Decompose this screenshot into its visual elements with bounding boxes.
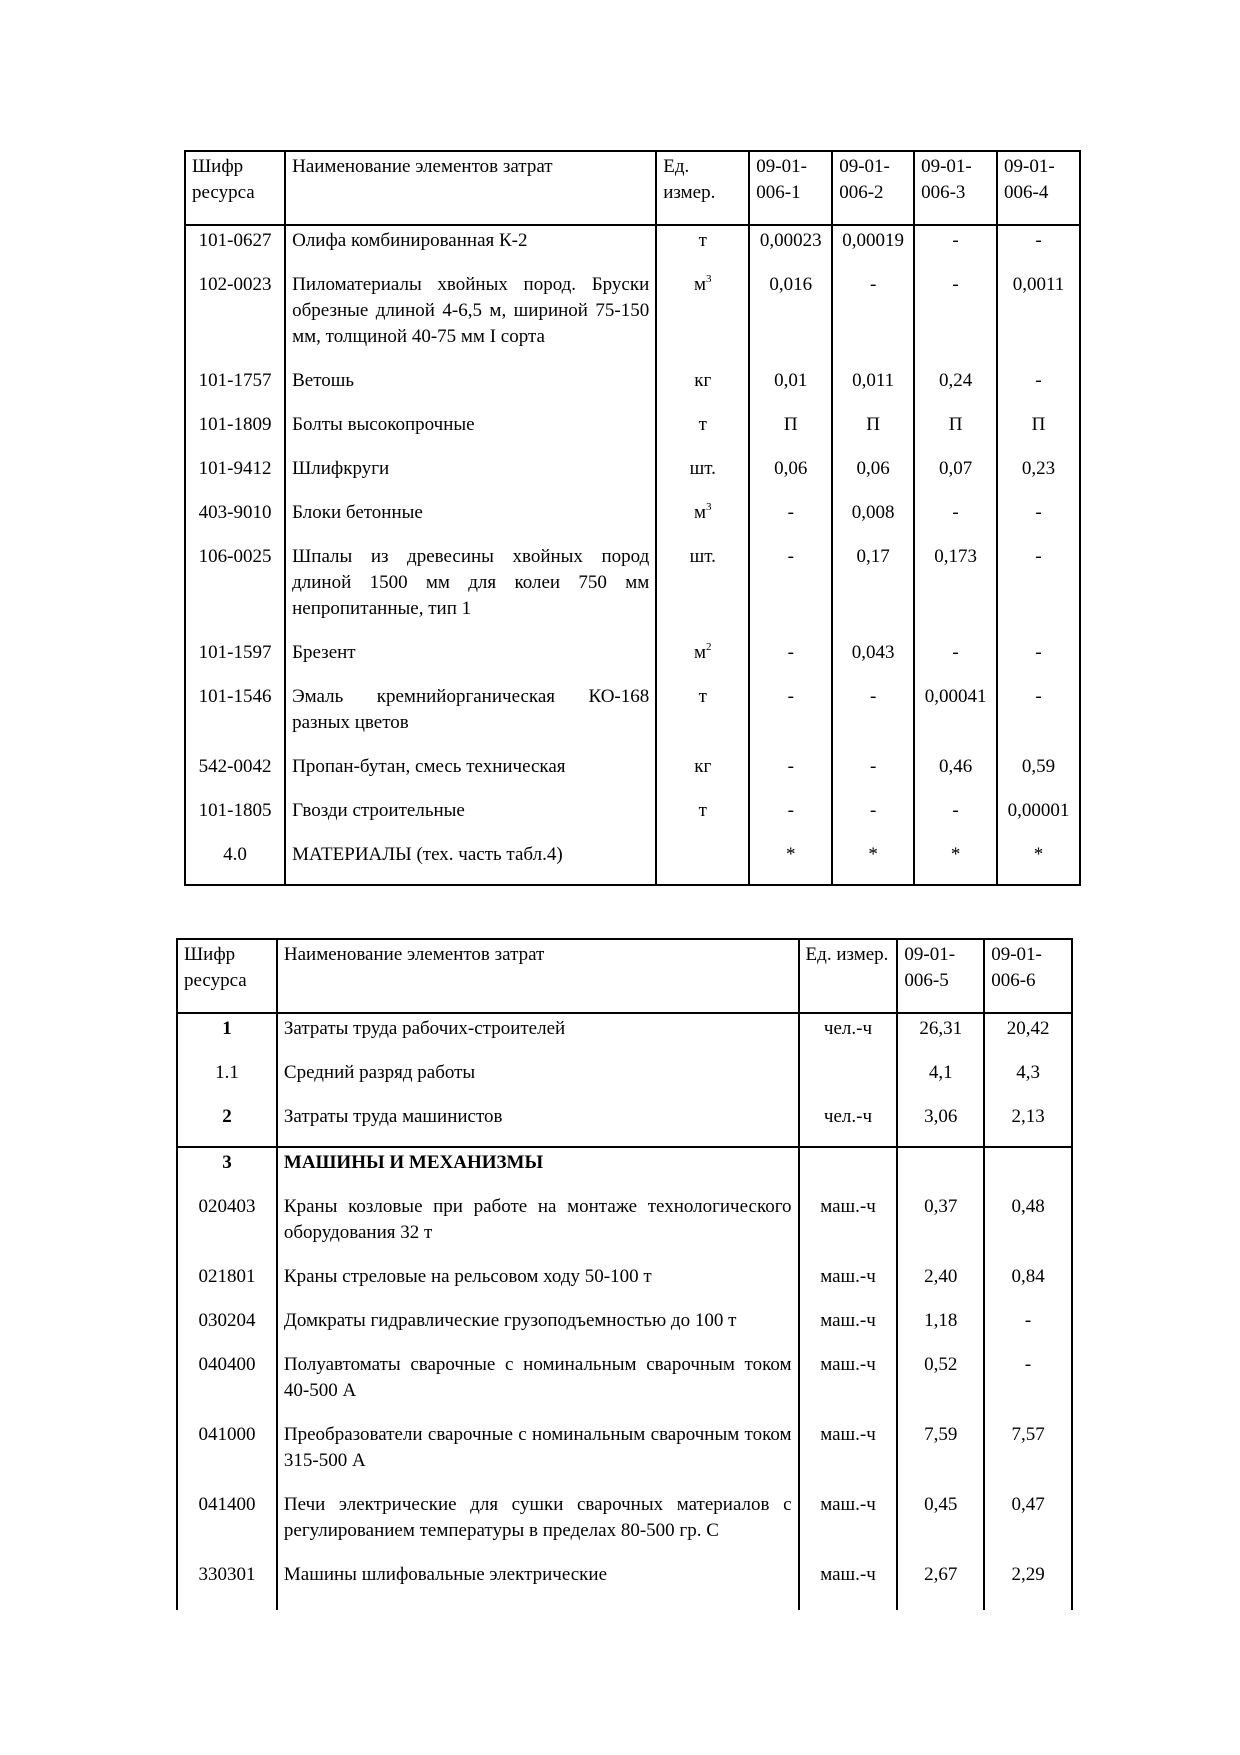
unit-exponent: 3	[706, 501, 712, 513]
value-col-2: 0,17	[832, 542, 914, 638]
value-col-3: 0,46	[914, 752, 997, 796]
resource-code: 041000	[177, 1420, 277, 1490]
resource-name: Затраты труда рабочих-строителей	[277, 1013, 799, 1058]
value-col-1: -	[749, 638, 832, 682]
value-col-1: *	[749, 840, 832, 885]
value-col-6: 2,13	[984, 1102, 1072, 1147]
value-col-4: 0,23	[997, 454, 1080, 498]
value-col-4: -	[997, 498, 1080, 542]
value-col-5: 2,67	[897, 1560, 984, 1610]
value-col-4: 0,0011	[997, 270, 1080, 366]
resource-code: 102-0023	[185, 270, 285, 366]
unit-text: м	[694, 502, 707, 523]
table-row	[185, 796, 1080, 840]
unit-text: м	[694, 274, 707, 295]
unit	[656, 454, 749, 498]
resource-name: Болты высокопрочные	[285, 410, 656, 454]
value-col-6: 0,47	[984, 1490, 1072, 1560]
table-row	[177, 1420, 1072, 1490]
resource-code: 4.0	[185, 840, 285, 885]
value-col-2: П	[832, 410, 914, 454]
header-name: Наименование элементов затрат	[285, 151, 656, 225]
unit: маш.-ч	[799, 1262, 898, 1306]
table-row	[185, 498, 1080, 542]
table-row	[177, 1058, 1072, 1102]
value-col-1: -	[749, 796, 832, 840]
resource-code: 041400	[177, 1490, 277, 1560]
value-col-2: -	[832, 752, 914, 796]
value-col-4: П	[997, 410, 1080, 454]
unit	[656, 542, 749, 638]
header-col-6: 09-01-006-6	[984, 939, 1072, 1013]
value-col-4: -	[997, 638, 1080, 682]
unit-text: шт.	[689, 546, 716, 567]
table-row	[185, 410, 1080, 454]
header-col-5: 09-01-006-5	[897, 939, 984, 1013]
table-row	[177, 1262, 1072, 1306]
unit	[656, 752, 749, 796]
value-col-5: 0,45	[897, 1490, 984, 1560]
table-row	[177, 1192, 1072, 1262]
resource-name: Домкраты гидравлические грузоподъемностью до 100 т	[277, 1306, 799, 1350]
value-col-2: -	[832, 270, 914, 366]
table-row	[185, 638, 1080, 682]
resource-name: Шлифкруги	[285, 454, 656, 498]
unit	[656, 638, 749, 682]
value-col-6: 7,57	[984, 1420, 1072, 1490]
resource-code: 021801	[177, 1262, 277, 1306]
value-col-3: П	[914, 410, 997, 454]
value-col-6: 2,29	[984, 1560, 1072, 1610]
value-col-6: -	[984, 1350, 1072, 1420]
unit: маш.-ч	[799, 1306, 898, 1350]
value-col-3: 0,24	[914, 366, 997, 410]
resource-code: 020403	[177, 1192, 277, 1262]
resource-code: 040400	[177, 1350, 277, 1420]
unit-exponent: 2	[706, 641, 712, 653]
value-col-1: 0,00023	[749, 225, 832, 270]
resource-name: Блоки бетонные	[285, 498, 656, 542]
unit-text: т	[698, 230, 707, 251]
value-col-4: -	[997, 542, 1080, 638]
header-col-2: 09-01-006-2	[832, 151, 914, 225]
table-row	[185, 752, 1080, 796]
resource-name: Полуавтоматы сварочные с номинальным сварочным током 40-500 А	[277, 1350, 799, 1420]
value-col-4: 0,00001	[997, 796, 1080, 840]
unit-text: т	[698, 414, 707, 435]
unit: маш.-ч	[799, 1350, 898, 1420]
resource-code: 101-1805	[185, 796, 285, 840]
value-col-2: *	[832, 840, 914, 885]
resource-name: Печи электрические для сушки сварочных материалов с регулированием температуры в пределах 80-500 гр. С	[277, 1490, 799, 1560]
resource-code: 542-0042	[185, 752, 285, 796]
value-col-1: П	[749, 410, 832, 454]
materials-table	[184, 150, 1081, 886]
unit-text: кг	[694, 756, 712, 777]
resource-name: МАШИНЫ И МЕХАНИЗМЫ	[277, 1147, 799, 1192]
value-col-2: 0,008	[832, 498, 914, 542]
table-row	[177, 1490, 1072, 1560]
unit	[799, 1147, 898, 1192]
resource-code: 101-1757	[185, 366, 285, 410]
header-col-4: 09-01-006-4	[997, 151, 1080, 225]
resource-name: Машины шлифовальные электрические	[277, 1560, 799, 1610]
table-row	[185, 366, 1080, 410]
resource-code: 101-1546	[185, 682, 285, 752]
value-col-4: *	[997, 840, 1080, 885]
table-row	[177, 1350, 1072, 1420]
resource-name: Пиломатериалы хвойных пород. Бруски обрезные длиной 4-6,5 м, шириной 75-150 мм, толщиной 40-75 мм I сорта	[285, 270, 656, 366]
header-unit: Ед. измер.	[799, 939, 898, 1013]
value-col-5: 7,59	[897, 1420, 984, 1490]
table-row	[177, 1147, 1072, 1192]
resource-name: Преобразователи сварочные с номинальным сварочным током 315-500 А	[277, 1420, 799, 1490]
resource-code: 101-1597	[185, 638, 285, 682]
value-col-3: -	[914, 270, 997, 366]
unit: маш.-ч	[799, 1420, 898, 1490]
value-col-5: 4,1	[897, 1058, 984, 1102]
value-col-5: 0,52	[897, 1350, 984, 1420]
resource-name: МАТЕРИАЛЫ (тех. часть табл.4)	[285, 840, 656, 885]
header-col-1: 09-01-006-1	[749, 151, 832, 225]
unit: чел.-ч	[799, 1013, 898, 1058]
value-col-1: -	[749, 682, 832, 752]
unit: маш.-ч	[799, 1490, 898, 1560]
unit-text: т	[698, 686, 707, 707]
header-code: Шифр ресурса	[185, 151, 285, 225]
value-col-4: -	[997, 366, 1080, 410]
value-col-5: 1,18	[897, 1306, 984, 1350]
table-row	[177, 1102, 1072, 1147]
value-col-2: 0,06	[832, 454, 914, 498]
unit	[656, 498, 749, 542]
table-row	[177, 1013, 1072, 1058]
value-col-4: -	[997, 225, 1080, 270]
value-col-6: 0,48	[984, 1192, 1072, 1262]
table-row	[185, 682, 1080, 752]
resource-name: Средний разряд работы	[277, 1058, 799, 1102]
table-row	[185, 225, 1080, 270]
unit-text: т	[698, 800, 707, 821]
resource-name: Олифа комбинированная К-2	[285, 225, 656, 270]
table-row	[185, 840, 1080, 885]
value-col-3: -	[914, 498, 997, 542]
resource-code: 101-9412	[185, 454, 285, 498]
value-col-3: -	[914, 796, 997, 840]
table-row	[177, 1306, 1072, 1350]
header-unit: Ед. измер.	[656, 151, 749, 225]
value-col-6: 0,84	[984, 1262, 1072, 1306]
unit	[656, 366, 749, 410]
resource-code: 2	[177, 1102, 277, 1147]
unit: маш.-ч	[799, 1192, 898, 1262]
unit-text: кг	[694, 370, 712, 391]
unit	[656, 225, 749, 270]
resource-code: 106-0025	[185, 542, 285, 638]
value-col-1: -	[749, 498, 832, 542]
unit	[656, 410, 749, 454]
value-col-6	[984, 1147, 1072, 1192]
value-col-2: -	[832, 682, 914, 752]
value-col-1: 0,01	[749, 366, 832, 410]
header-col-3: 09-01-006-3	[914, 151, 997, 225]
resource-name: Брезент	[285, 638, 656, 682]
unit	[656, 840, 749, 885]
resource-name: Краны козловые при работе на монтаже технологического оборудования 32 т	[277, 1192, 799, 1262]
table-row	[185, 270, 1080, 366]
value-col-6: -	[984, 1306, 1072, 1350]
value-col-5: 0,37	[897, 1192, 984, 1262]
table-row	[177, 1560, 1072, 1610]
value-col-3: 0,173	[914, 542, 997, 638]
value-col-3: -	[914, 225, 997, 270]
value-col-5: 2,40	[897, 1262, 984, 1306]
resource-code: 1	[177, 1013, 277, 1058]
value-col-5	[897, 1147, 984, 1192]
table-header-row	[185, 151, 1080, 225]
value-col-1: 0,016	[749, 270, 832, 366]
unit-text: шт.	[689, 458, 716, 479]
resource-name: Ветошь	[285, 366, 656, 410]
resource-name: Краны стреловые на рельсовом ходу 50-100 т	[277, 1262, 799, 1306]
value-col-2: -	[832, 796, 914, 840]
resource-code: 1.1	[177, 1058, 277, 1102]
resource-code: 403-9010	[185, 498, 285, 542]
value-col-1: 0,06	[749, 454, 832, 498]
resource-code: 101-1809	[185, 410, 285, 454]
value-col-6: 20,42	[984, 1013, 1072, 1058]
unit	[799, 1058, 898, 1102]
resource-code: 101-0627	[185, 225, 285, 270]
value-col-3: *	[914, 840, 997, 885]
unit	[656, 682, 749, 752]
header-name: Наименование элементов затрат	[277, 939, 799, 1013]
value-col-4: -	[997, 682, 1080, 752]
unit	[656, 270, 749, 366]
value-col-1: -	[749, 752, 832, 796]
value-col-2: 0,00019	[832, 225, 914, 270]
unit-exponent: 3	[706, 273, 712, 285]
table-row	[185, 454, 1080, 498]
unit: маш.-ч	[799, 1560, 898, 1610]
value-col-3: 0,07	[914, 454, 997, 498]
resource-name: Гвозди строительные	[285, 796, 656, 840]
table-header-row	[177, 939, 1072, 1013]
resource-code: 330301	[177, 1560, 277, 1610]
table-row	[185, 542, 1080, 638]
value-col-2: 0,011	[832, 366, 914, 410]
value-col-2: 0,043	[832, 638, 914, 682]
resource-code: 3	[177, 1147, 277, 1192]
value-col-3: -	[914, 638, 997, 682]
value-col-1: -	[749, 542, 832, 638]
header-code: Шифр ресурса	[177, 939, 277, 1013]
resource-code: 030204	[177, 1306, 277, 1350]
value-col-6: 4,3	[984, 1058, 1072, 1102]
unit	[656, 796, 749, 840]
value-col-4: 0,59	[997, 752, 1080, 796]
value-col-5: 3,06	[897, 1102, 984, 1147]
value-col-5: 26,31	[897, 1013, 984, 1058]
unit-text: м	[694, 642, 707, 663]
value-col-3: 0,00041	[914, 682, 997, 752]
resource-name: Пропан-бутан, смесь техническая	[285, 752, 656, 796]
resource-name: Шпалы из древесины хвойных пород длиной 1500 мм для колеи 750 мм непропитанные, тип 1	[285, 542, 656, 638]
resource-name: Затраты труда машинистов	[277, 1102, 799, 1147]
labor-machines-table	[176, 938, 1073, 1610]
resource-name: Эмаль кремнийорганическая КО-168 разных цветов	[285, 682, 656, 752]
unit: чел.-ч	[799, 1102, 898, 1147]
